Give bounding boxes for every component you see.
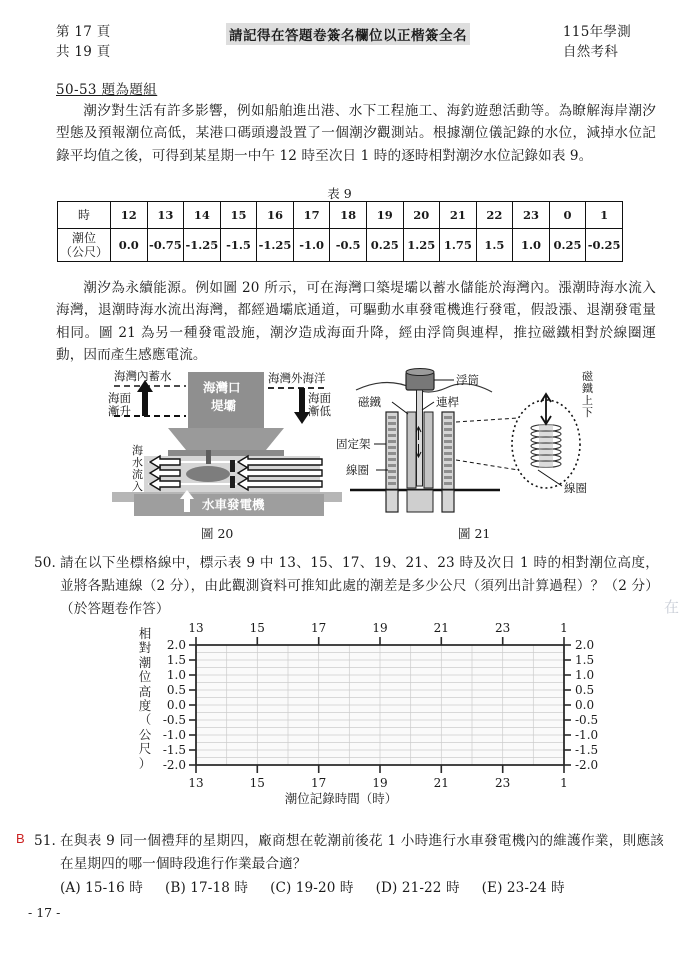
x-tick-top: 23 xyxy=(495,621,511,635)
table-cell-hour: 18 xyxy=(330,202,367,229)
figure21-label-rod: 連桿 xyxy=(436,395,459,409)
magnet-updown-arrow xyxy=(541,394,551,424)
figure20-label-sea-rise-line2: 漸升 xyxy=(108,404,131,418)
gate-blade xyxy=(230,476,235,488)
top-x-tick-labels xyxy=(188,621,567,635)
x-tick-bottom: 13 xyxy=(188,776,204,790)
figure-21-buoy-generator xyxy=(336,369,594,513)
intro-paragraph-1-text: 潮汐對生活有許多影響，例如船舶進出港、水下工程施工、海釣遊憩活動等。為瞭解海岸潮汐型態及預報潮位高低，某港口碼頭邊設置了一個潮汐觀測站。根據潮位儀記錄的水位，減掉水位記錄平均值之後，可得到某星期一中午 12 時至次日 1 時的逐時相對潮汐水位記錄如表 9。 xyxy=(56,103,656,164)
question-51-number: 51. xyxy=(34,833,56,849)
y-tick-right: -1.5 xyxy=(575,743,599,757)
y-label-char: 潮 xyxy=(138,654,152,670)
y-tick-right: 1.0 xyxy=(575,668,595,682)
figure20-label-sea-fall-line2: 漸低 xyxy=(308,404,331,418)
choice-d[interactable]: (D) 21-22 時 xyxy=(375,880,460,896)
y-tick-left: -2.0 xyxy=(162,758,186,772)
figure20-label-outer-ocean: 海灣外海洋 xyxy=(268,371,326,385)
outflow-arrows xyxy=(238,456,322,490)
inflow-char: 入 xyxy=(132,480,143,493)
figure20-label-inner-water: 海灣內蓄水 xyxy=(114,369,172,383)
intro-paragraph-1 xyxy=(56,100,656,167)
x-tick-top: 15 xyxy=(249,621,265,635)
left-axis-ticks xyxy=(189,645,196,765)
y-tick-right: 1.5 xyxy=(575,653,595,667)
right-axis-ticks xyxy=(564,645,571,765)
page-number-block xyxy=(56,22,111,62)
intro-paragraph-2-text: 潮汐為永續能源。例如圖 20 所示，可在海灣口築堤壩以蓄水儲能於海灣內。漲潮時海水流入海灣，退潮時海水流出海灣，都經過壩底通道，可驅動水車發電機進行發電，假設漲、退潮發電量相同。圖 21 為另一種發電設施，潮汐造成海面升降，經由浮筒與連桿，推拉磁鐵相對於線圈運動，因而產生感應電流。 xyxy=(56,280,656,364)
table-header-time: 時 xyxy=(58,202,111,229)
table-cell-hour: 13 xyxy=(147,202,184,229)
callout-leader-upper xyxy=(456,418,518,422)
x-tick-bottom: 19 xyxy=(372,776,388,790)
graph-svg[interactable] xyxy=(56,617,626,797)
y-label-char: （ xyxy=(138,712,152,728)
y-tick-left: 0.0 xyxy=(166,698,186,712)
y-label-char: 度 xyxy=(138,698,152,714)
table-cell-level: -0.5 xyxy=(330,229,367,262)
updown-char: 磁 xyxy=(582,370,593,383)
exam-title-block xyxy=(563,22,631,62)
detail-coil-leader xyxy=(538,470,562,486)
table-cell-level: -0.75 xyxy=(147,229,184,262)
table-cell-hour: 15 xyxy=(220,202,257,229)
table-cell-level: 0.25 xyxy=(366,229,403,262)
figure20-label-sea-rise-line1: 海面 xyxy=(108,391,131,405)
y-tick-right: 0.5 xyxy=(575,683,595,697)
x-tick-top: 21 xyxy=(433,621,449,635)
y-label-char: 高 xyxy=(138,683,152,699)
rod-leader xyxy=(422,402,434,410)
table9-tide-data xyxy=(57,201,623,262)
signature-notice: 請記得在答題卷簽名欄位以正楷簽全名 xyxy=(226,23,470,45)
x-tick-top: 19 xyxy=(372,621,388,635)
table-cell-hour: 12 xyxy=(111,202,148,229)
figure21-label-magnet-updown xyxy=(582,369,594,419)
connecting-rod xyxy=(417,390,423,486)
question-50-text: 請在以下坐標格線中，標示表 9 中 13、15、17、19、21、23 時及次日 1 時的相對潮位高度，並將各點連線（2 分），由此觀測資料可推知此處的潮差是多少公尺（須列出計算過程）？（2 分）（於答題卷作答） xyxy=(60,555,659,617)
figure21-label-frame: 固定架 xyxy=(336,437,371,451)
graph-x-axis-label: 潮位記錄時間（時） xyxy=(284,791,398,806)
table-header-level xyxy=(58,229,111,262)
choice-b[interactable]: (B) 17-18 時 xyxy=(164,880,249,896)
table-cell-hour: 19 xyxy=(366,202,403,229)
detail-magnet-core xyxy=(539,424,553,468)
table-cell-level: -1.25 xyxy=(184,229,221,262)
figure20-label-turbine-generator: 水車發電機 xyxy=(202,497,265,512)
right-y-tick-labels xyxy=(575,638,598,772)
turbine-shaft xyxy=(206,450,211,464)
figure20-label-dam-line2: 堤壩 xyxy=(211,398,237,413)
table-cell-level: 0.0 xyxy=(111,229,148,262)
figure20-caption: 圖 20 xyxy=(201,526,234,541)
choice-c[interactable]: (C) 19-20 時 xyxy=(270,880,354,896)
choice-e[interactable]: (E) 23-24 時 xyxy=(481,880,565,896)
x-tick-top: 13 xyxy=(188,621,204,635)
figure21-caption: 圖 21 xyxy=(458,526,491,541)
figure20-label-sea-fall-line1: 海面 xyxy=(308,391,331,405)
y-label-char: 尺 xyxy=(138,741,152,757)
magnet-left xyxy=(407,412,416,488)
figure-captions xyxy=(56,524,626,542)
figure-20-tidal-dam xyxy=(108,369,342,516)
gate-blade xyxy=(230,460,235,472)
x-tick-bottom: 15 xyxy=(249,776,265,790)
table-cell-hour: 17 xyxy=(293,202,330,229)
y-tick-left: 1.5 xyxy=(166,653,186,667)
inflow-char: 水 xyxy=(132,456,143,469)
x-tick-top: 1 xyxy=(560,621,568,635)
page-footer: - 17 - xyxy=(28,905,61,920)
callout-leader-lower xyxy=(456,460,518,470)
question-51-answer-mark: B xyxy=(16,831,25,846)
y-tick-left: -0.5 xyxy=(162,713,186,727)
figure21-label-buoy: 浮筒 xyxy=(456,373,479,387)
figure21-label-coil-right: 線圈 xyxy=(564,481,587,495)
table-cell-level: -1.0 xyxy=(293,229,330,262)
table-cell-level: 1.0 xyxy=(513,229,550,262)
figure20-label-dam-line1: 海灣口 xyxy=(203,380,241,395)
question-51 xyxy=(34,830,664,900)
intro-paragraph-2 xyxy=(56,277,656,367)
figure20-label-water-inflow xyxy=(132,443,143,493)
dam-foot xyxy=(168,450,284,456)
y-tick-right: -0.5 xyxy=(575,713,599,727)
y-label-char: 位 xyxy=(138,669,152,685)
x-tick-bottom: 1 xyxy=(560,776,568,790)
magnet-right xyxy=(424,412,433,488)
question-51-text: 在與表 9 同一個禮拜的星期四，廠商想在乾潮前後花 1 小時進行水車發電機內的維護作業，則應該在星期四的哪一個時段進行作業最合適？ xyxy=(60,833,664,872)
figure21-label-magnet: 磁鐵 xyxy=(358,395,381,409)
figure21-label-coil: 線圈 xyxy=(346,463,369,477)
answer-graph[interactable] xyxy=(56,617,626,809)
left-y-tick-labels xyxy=(163,638,186,772)
y-tick-right: -2.0 xyxy=(575,758,599,772)
updown-char: 上 xyxy=(582,394,593,407)
page-label-line1: 第 17 頁 xyxy=(56,24,111,40)
table9-caption: 表 9 xyxy=(327,186,352,201)
top-axis-ticks xyxy=(196,637,564,645)
y-tick-left: -1.0 xyxy=(162,728,186,742)
table-cell-level: 1.5 xyxy=(476,229,513,262)
table-cell-hour: 23 xyxy=(513,202,550,229)
table-cell-hour: 16 xyxy=(257,202,294,229)
table-header-level-line1: 潮位 xyxy=(71,231,96,245)
bottom-x-tick-labels xyxy=(188,776,567,790)
page-label-line2: 共 19 頁 xyxy=(56,44,111,60)
table-cell-level: -0.25 xyxy=(586,229,623,262)
table-cell-level: -1.5 xyxy=(220,229,257,262)
table-cell-hour: 22 xyxy=(476,202,513,229)
updown-char: 下 xyxy=(582,406,593,419)
y-tick-left: 0.5 xyxy=(166,683,186,697)
frame-post-left-lower xyxy=(386,490,398,512)
table-cell-level: 1.25 xyxy=(403,229,440,262)
buoy-top xyxy=(406,369,434,376)
table-cell-level: -1.25 xyxy=(257,229,294,262)
y-tick-left: 1.0 xyxy=(166,668,186,682)
table-row-hours xyxy=(58,202,623,229)
table-cell-level: 0.25 xyxy=(549,229,586,262)
inflow-arrows xyxy=(150,456,180,490)
page-header xyxy=(56,22,631,70)
table-header-level-line2: （公尺） xyxy=(59,245,108,259)
edge-watermark: 在 xyxy=(663,598,679,616)
table-cell-hour: 20 xyxy=(403,202,440,229)
exam-subject-line: 自然考科 xyxy=(562,44,619,60)
question-51-choices xyxy=(60,877,664,900)
exam-year-line: 115年學測 xyxy=(562,24,631,40)
y-label-char: 相 xyxy=(138,626,152,641)
y-tick-left: 2.0 xyxy=(166,638,186,652)
y-label-char: 公 xyxy=(138,726,152,742)
choice-a[interactable]: (A) 15-16 時 xyxy=(60,880,143,896)
dam-base-slope xyxy=(168,428,284,450)
question-50-number: 50. xyxy=(34,555,56,571)
frame-post-right-lower xyxy=(442,490,454,512)
y-tick-right: -1.0 xyxy=(575,728,599,742)
inflow-char: 海 xyxy=(132,444,143,457)
table-cell-hour: 14 xyxy=(184,202,221,229)
y-tick-right: 0.0 xyxy=(575,698,595,712)
updown-char: 鐵 xyxy=(582,382,593,395)
table-row-levels xyxy=(58,229,623,262)
bottom-axis-ticks xyxy=(196,765,564,773)
x-tick-top: 17 xyxy=(311,621,327,635)
question-group-title: 50-53 題為題組 xyxy=(56,82,158,98)
table-cell-level: 1.75 xyxy=(440,229,477,262)
y-label-char: ） xyxy=(138,755,152,771)
x-tick-bottom: 23 xyxy=(495,776,511,790)
y-label-char: 對 xyxy=(138,640,152,656)
table-cell-hour: 0 xyxy=(549,202,586,229)
y-tick-left: -1.5 xyxy=(162,743,186,757)
turbine-rotor xyxy=(186,466,230,482)
table-cell-hour: 1 xyxy=(586,202,623,229)
y-tick-right: 2.0 xyxy=(575,638,595,652)
rod-lower-housing xyxy=(407,490,433,512)
inflow-char: 流 xyxy=(132,468,143,481)
figures-row xyxy=(56,366,626,518)
figures-svg xyxy=(56,366,626,518)
question-50 xyxy=(34,552,659,621)
x-tick-bottom: 17 xyxy=(311,776,327,790)
table-cell-hour: 21 xyxy=(440,202,477,229)
x-tick-bottom: 21 xyxy=(433,776,449,790)
